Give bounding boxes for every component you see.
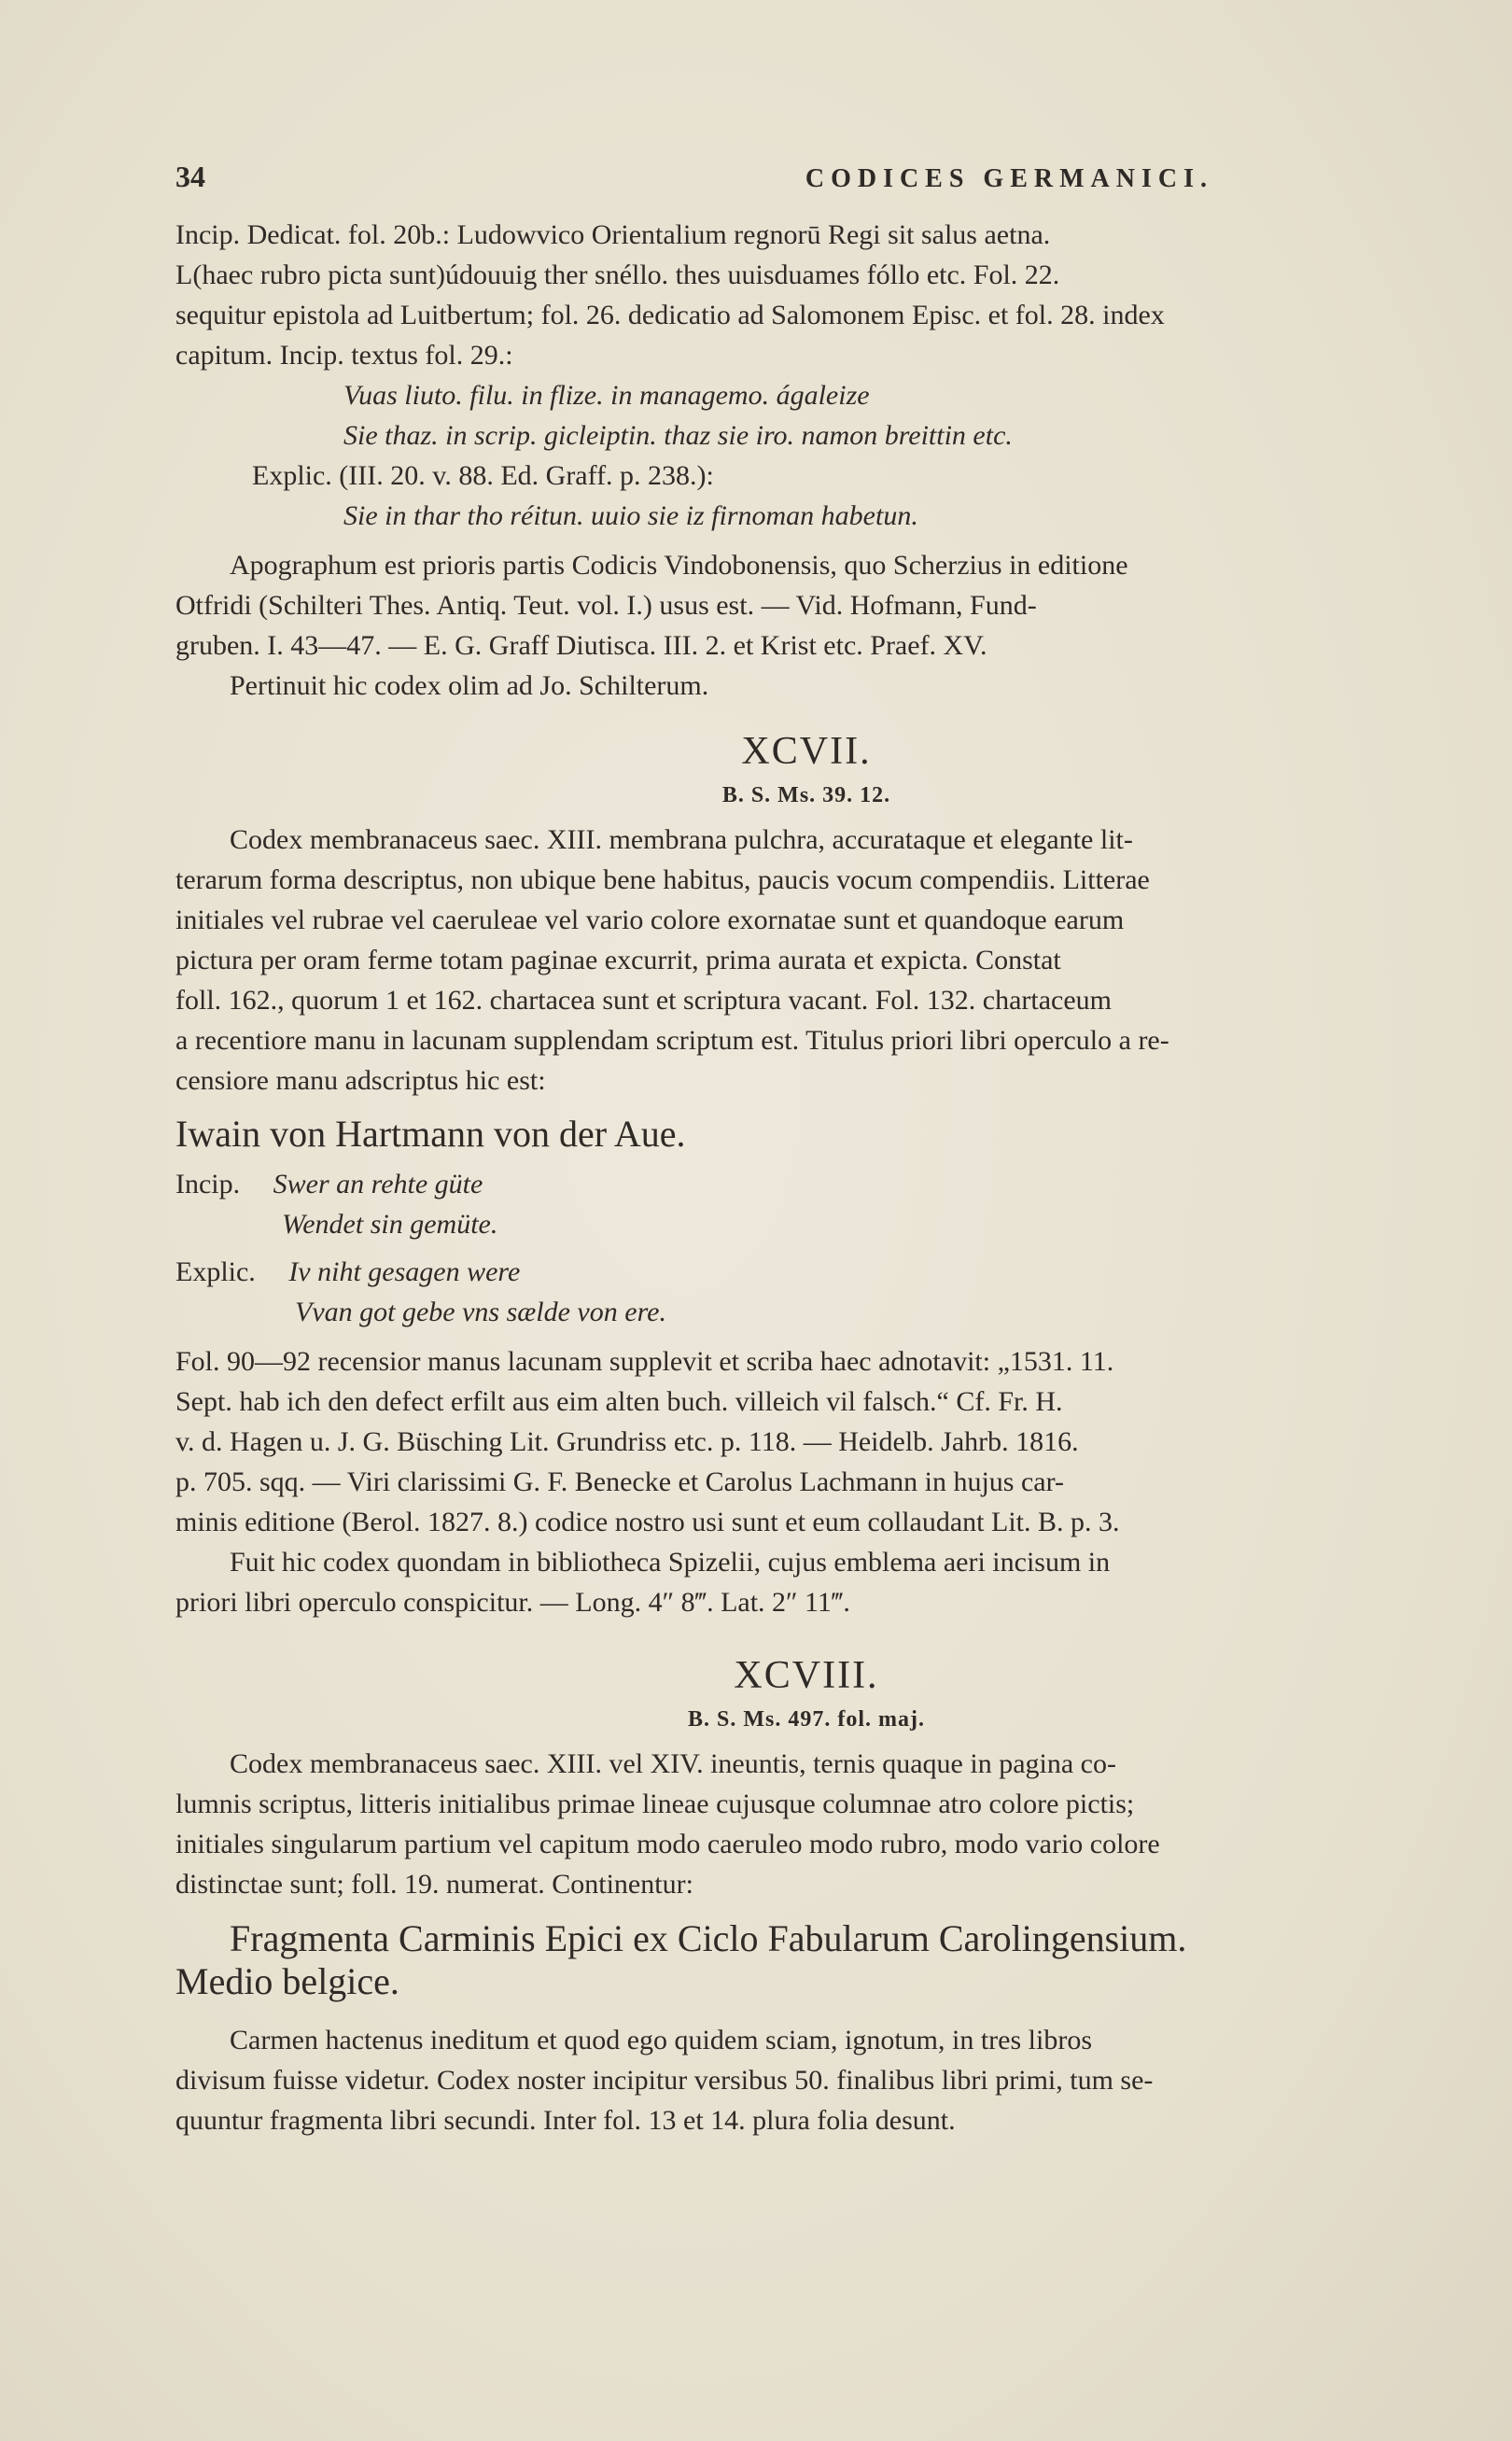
text-line: minis editione (Berol. 1827. 8.) codice nostro usi sunt et eum collaudant Lit. B. p. 3. <box>175 1507 1120 1537</box>
text-line: a recentiore manu in lacunam supplendam scriptum est. Titulus priori libri operculo a re- <box>175 1025 1169 1056</box>
text-line: priori libri operculo conspicitur. — Long. 4″ 8‴. Lat. 2″ 11‴. <box>175 1587 850 1618</box>
shelfmark-98: B. S. Ms. 497. fol. maj. <box>688 1707 925 1732</box>
verse-line: Sie in thar tho réitun. uuio sie iz firnoman habetun. <box>343 500 918 531</box>
text-line: censiore manu adscriptus hic est: <box>175 1065 546 1096</box>
text-line: Codex membranaceus saec. XIII. vel XIV. ineuntis, ternis quaque in pagina co- <box>230 1748 1116 1779</box>
title-line: Medio belgice. <box>175 1960 399 2002</box>
text-line: terarum forma descriptus, non ubique bene habitus, paucis vocum compendiis. Litterae <box>175 864 1150 895</box>
verse-line: Swer an rehte güte <box>273 1169 483 1199</box>
verse-line: Vvan got gebe vns sælde von ere. <box>295 1297 666 1327</box>
text-line: Carmen hactenus ineditum et quod ego quidem sciam, ignotum, in tres libros <box>230 2025 1092 2055</box>
text-line: pictura per oram ferme totam paginae excurrit, prima aurata et expicta. Constat <box>175 945 1061 975</box>
paragraph-fol-90 <box>175 1341 1437 1542</box>
explicit-row <box>175 1252 1437 1292</box>
text-line: Sept. hab ich den defect erfilt aus eim alten buch. villeich vil falsch.“ Cf. Fr. H. <box>175 1386 1063 1417</box>
section-numeral-98: XCVIII. <box>734 1654 879 1697</box>
verse-line: Iv niht gesagen were <box>288 1256 521 1287</box>
paragraph-carmen <box>175 2020 1437 2140</box>
codex-description-97 <box>175 820 1437 1101</box>
page-header <box>175 157 1437 203</box>
text-line: Fuit hic codex quondam in bibliotheca Spizelii, cujus emblema aeri incisum in <box>230 1547 1111 1578</box>
page-content <box>175 157 1437 2140</box>
codex-description-98 <box>175 1744 1437 1904</box>
running-title: CODICES GERMANICI. <box>805 164 1213 193</box>
text-line: v. d. Hagen u. J. G. Büsching Lit. Grundriss etc. p. 118. — Heidelb. Jahrb. 1816. <box>175 1426 1079 1457</box>
text-line: sequitur epistola ad Luitbertum; fol. 26. dedicatio ad Salomonem Episc. et fol. 28. index <box>175 300 1165 330</box>
text-line: Fol. 90—92 recensior manus lacunam supplevit et scriba haec adnotavit: „1531. 11. <box>175 1346 1114 1377</box>
title-line: Fragmenta Carminis Epici ex Ciclo Fabularum Carolingensium. <box>230 1917 1187 1959</box>
text-line: gruben. I. 43—47. — E. G. Graff Diutisca. III. 2. et Krist etc. Praef. XV. <box>175 630 987 661</box>
page-number: 34 <box>175 160 205 193</box>
incipit-dedication <box>175 215 1437 375</box>
shelfmark-97: B. S. Ms. 39. 12. <box>721 783 891 807</box>
text-line: capitum. Incip. textus fol. 29.: <box>175 340 513 371</box>
text-line: initiales singularum partium vel capitum modo caeruleo modo rubro, modo vario colore <box>175 1829 1160 1859</box>
section-numeral-97: XCVII. <box>741 730 872 773</box>
text-line: Codex membranaceus saec. XIII. membrana pulchra, accurataque et elegante lit- <box>230 824 1133 855</box>
verse-line: Wendet sin gemüte. <box>282 1209 498 1240</box>
incipit-row <box>175 1164 1437 1204</box>
text-line: distinctae sunt; foll. 19. numerat. Continentur: <box>175 1869 693 1900</box>
work-title-iwain: Iwain von Hartmann von der Aue. <box>175 1113 686 1155</box>
paragraph-apographum <box>175 545 1437 666</box>
text-line: lumnis scriptus, litteris initialibus primae lineae cujusque columnae atro colore pictis; <box>175 1789 1135 1819</box>
paragraph-fuit <box>175 1542 1437 1622</box>
text-line: Incip. Dedicat. fol. 20b.: Ludowvico Orientalium regnorū Regi sit salus aetna. <box>175 219 1051 250</box>
text-line: Otfridi (Schilteri Thes. Antiq. Teut. vol. I.) usus est. — Vid. Hofmann, Fund- <box>175 590 1037 621</box>
paragraph-pertinuit: Pertinuit hic codex olim ad Jo. Schilterum. <box>230 670 709 701</box>
text-line: L(haec rubro picta sunt)údouuig ther snéllo. thes uuisduames fóllo etc. Fol. 22. <box>175 260 1060 290</box>
text-line: initiales vel rubrae vel caeruleae vel vario colore exornatae sunt et quandoque earum <box>175 905 1125 935</box>
incipit-row <box>175 1204 1437 1244</box>
text-line: divisum fuisse videtur. Codex noster incipitur versibus 50. finalibus libri primi, tum se- <box>175 2065 1154 2096</box>
incipit-explicit-97 <box>175 1164 1437 1332</box>
text-line: quuntur fragmenta libri secundi. Inter fol. 13 et 14. plura folia desunt. <box>175 2105 956 2136</box>
explicit-row <box>175 1292 1437 1332</box>
text-line: Apographum est prioris partis Codicis Vindobonensis, quo Scherzius in editione <box>230 550 1128 581</box>
incipit-label: Incip. <box>175 1169 241 1199</box>
explicit-line: Explic. (III. 20. v. 88. Ed. Graff. p. 238.): <box>252 460 714 491</box>
text-line: p. 705. sqq. — Viri clarissimi G. F. Benecke et Carolus Lachmann in hujus car- <box>175 1466 1064 1497</box>
text-line: foll. 162., quorum 1 et 162. chartacea sunt et scriptura vacant. Fol. 132. chartaceum <box>175 985 1113 1016</box>
work-title-fragmenta <box>175 1917 1437 2003</box>
explicit-label: Explic. <box>175 1256 256 1287</box>
verse-line: Sie thaz. in scrip. gicleiptin. thaz sie iro. namon breittin etc. <box>343 420 1013 451</box>
verse-line: Vuas liuto. filu. in flize. in managemo. ágaleize <box>343 380 870 411</box>
verse-block <box>175 375 1437 536</box>
